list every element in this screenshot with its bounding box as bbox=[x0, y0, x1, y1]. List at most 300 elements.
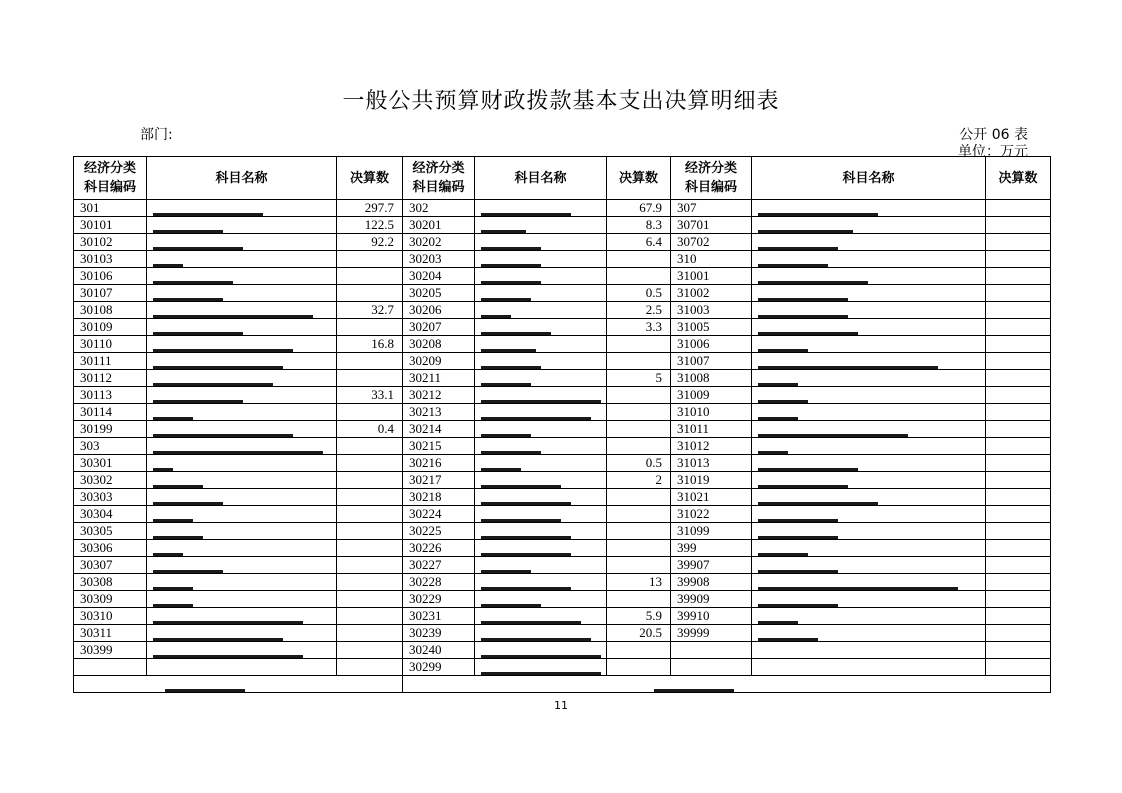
account-code: 30399 bbox=[74, 642, 147, 659]
account-name bbox=[147, 217, 337, 234]
account-name bbox=[752, 387, 986, 404]
amount-cell bbox=[607, 506, 671, 523]
account-name bbox=[147, 472, 337, 489]
account-name bbox=[475, 319, 607, 336]
account-name bbox=[752, 540, 986, 557]
unit-label: 单位：万元 bbox=[958, 144, 1028, 160]
personnel-total-label bbox=[74, 676, 403, 693]
account-name bbox=[147, 625, 337, 642]
amount-cell bbox=[986, 557, 1051, 574]
amount-cell: 5.9 bbox=[607, 608, 671, 625]
account-name bbox=[147, 608, 337, 625]
redacted-text bbox=[758, 315, 848, 318]
account-name bbox=[147, 251, 337, 268]
account-name bbox=[752, 370, 986, 387]
amount-cell bbox=[607, 659, 671, 676]
account-name bbox=[475, 370, 607, 387]
account-name bbox=[475, 251, 607, 268]
account-code: 31012 bbox=[671, 438, 752, 455]
amount-cell: 2 bbox=[607, 472, 671, 489]
account-code: 39907 bbox=[671, 557, 752, 574]
account-name bbox=[147, 336, 337, 353]
account-code: 31005 bbox=[671, 319, 752, 336]
redacted-text bbox=[153, 451, 323, 454]
amount-cell bbox=[986, 387, 1051, 404]
amount-cell bbox=[986, 336, 1051, 353]
table-row bbox=[74, 336, 1051, 353]
table-row bbox=[74, 421, 1051, 438]
amount-cell bbox=[337, 557, 403, 574]
account-name bbox=[147, 506, 337, 523]
redacted-text bbox=[153, 417, 193, 420]
account-name bbox=[147, 557, 337, 574]
redacted-text bbox=[153, 485, 203, 488]
amount-cell bbox=[337, 574, 403, 591]
account-name bbox=[475, 234, 607, 251]
table-row bbox=[74, 200, 1051, 217]
account-code: 31003 bbox=[671, 302, 752, 319]
amount-cell bbox=[986, 523, 1051, 540]
amount-cell bbox=[337, 642, 403, 659]
redacted-text bbox=[153, 366, 283, 369]
header-name-1: 科目名称 bbox=[147, 157, 337, 200]
account-code: 30226 bbox=[403, 540, 475, 557]
account-name bbox=[752, 506, 986, 523]
account-name bbox=[147, 285, 337, 302]
redacted-text bbox=[153, 332, 243, 335]
public-total-label bbox=[403, 676, 1051, 693]
account-code: 30202 bbox=[403, 234, 475, 251]
account-code: 30311 bbox=[74, 625, 147, 642]
account-code: 30102 bbox=[74, 234, 147, 251]
redacted-text bbox=[758, 587, 958, 590]
amount-cell bbox=[337, 285, 403, 302]
account-code: 30216 bbox=[403, 455, 475, 472]
account-name bbox=[475, 387, 607, 404]
table-row bbox=[74, 642, 1051, 659]
redacted-text bbox=[758, 400, 808, 403]
account-code bbox=[671, 642, 752, 659]
redacted-text bbox=[481, 417, 591, 420]
redacted-text bbox=[481, 519, 561, 522]
account-name bbox=[147, 319, 337, 336]
account-code: 31010 bbox=[671, 404, 752, 421]
account-code: 30310 bbox=[74, 608, 147, 625]
redacted-text bbox=[481, 655, 601, 658]
account-code: 31011 bbox=[671, 421, 752, 438]
account-name bbox=[475, 217, 607, 234]
account-code: 30308 bbox=[74, 574, 147, 591]
account-name bbox=[475, 353, 607, 370]
account-name bbox=[147, 455, 337, 472]
table-row bbox=[74, 489, 1051, 506]
account-name bbox=[475, 523, 607, 540]
amount-cell bbox=[337, 523, 403, 540]
redacted-text bbox=[153, 400, 243, 403]
redacted-text bbox=[758, 553, 808, 556]
account-name bbox=[475, 336, 607, 353]
account-name bbox=[475, 489, 607, 506]
redacted-text bbox=[153, 298, 223, 301]
redacted-text bbox=[153, 536, 203, 539]
redacted-text bbox=[153, 553, 183, 556]
amount-cell bbox=[607, 591, 671, 608]
account-name bbox=[475, 506, 607, 523]
redacted-text bbox=[758, 383, 798, 386]
account-name bbox=[752, 472, 986, 489]
redacted-text bbox=[758, 485, 848, 488]
amount-cell bbox=[337, 370, 403, 387]
redacted-text bbox=[481, 264, 541, 267]
redacted-text bbox=[153, 383, 273, 386]
account-name bbox=[475, 540, 607, 557]
account-code: 30307 bbox=[74, 557, 147, 574]
redacted-text bbox=[481, 281, 541, 284]
account-code: 30211 bbox=[403, 370, 475, 387]
account-code: 30212 bbox=[403, 387, 475, 404]
table-row bbox=[74, 455, 1051, 472]
account-code: 31099 bbox=[671, 523, 752, 540]
account-name bbox=[752, 251, 986, 268]
header-amount-3: 决算数 bbox=[986, 157, 1051, 200]
amount-cell: 0.5 bbox=[607, 455, 671, 472]
account-code: 30701 bbox=[671, 217, 752, 234]
redacted-text bbox=[758, 604, 838, 607]
redacted-text bbox=[153, 604, 193, 607]
account-name bbox=[475, 591, 607, 608]
account-name bbox=[147, 540, 337, 557]
redacted-text bbox=[758, 247, 838, 250]
table-header-row bbox=[74, 157, 1051, 200]
account-name bbox=[752, 574, 986, 591]
redacted-text bbox=[758, 213, 878, 216]
account-name bbox=[147, 574, 337, 591]
account-name bbox=[147, 200, 337, 217]
amount-cell bbox=[607, 336, 671, 353]
account-name bbox=[475, 421, 607, 438]
account-code: 30213 bbox=[403, 404, 475, 421]
table-row bbox=[74, 404, 1051, 421]
redacted-text bbox=[758, 536, 838, 539]
redacted-text bbox=[165, 689, 245, 692]
header-code-2: 经济分类 科目编码 bbox=[403, 157, 475, 200]
redacted-text bbox=[481, 366, 541, 369]
amount-cell bbox=[607, 387, 671, 404]
amount-cell bbox=[337, 608, 403, 625]
redacted-text bbox=[758, 451, 788, 454]
account-name bbox=[475, 285, 607, 302]
redacted-text bbox=[758, 468, 858, 471]
redacted-text bbox=[481, 400, 601, 403]
account-name bbox=[752, 234, 986, 251]
amount-cell bbox=[986, 217, 1051, 234]
redacted-text bbox=[153, 570, 223, 573]
account-code: 30203 bbox=[403, 251, 475, 268]
amount-cell: 20.5 bbox=[607, 625, 671, 642]
account-name bbox=[475, 472, 607, 489]
account-code: 30207 bbox=[403, 319, 475, 336]
redacted-text bbox=[758, 417, 798, 420]
table-row bbox=[74, 217, 1051, 234]
account-name bbox=[147, 268, 337, 285]
table-row bbox=[74, 523, 1051, 540]
amount-cell: 0.5 bbox=[607, 285, 671, 302]
account-code: 30110 bbox=[74, 336, 147, 353]
expenditure-table bbox=[73, 156, 1051, 693]
amount-cell bbox=[337, 659, 403, 676]
account-name bbox=[752, 336, 986, 353]
redacted-text bbox=[153, 519, 193, 522]
redacted-text bbox=[481, 213, 571, 216]
header-amount-1: 决算数 bbox=[337, 157, 403, 200]
account-code: 31001 bbox=[671, 268, 752, 285]
redacted-text bbox=[758, 298, 848, 301]
account-code: 301 bbox=[74, 200, 147, 217]
account-code: 30239 bbox=[403, 625, 475, 642]
amount-cell bbox=[986, 642, 1051, 659]
account-name bbox=[475, 557, 607, 574]
amount-cell bbox=[337, 404, 403, 421]
redacted-text bbox=[153, 315, 313, 318]
redacted-text bbox=[481, 315, 511, 318]
amount-cell: 8.3 bbox=[607, 217, 671, 234]
account-code: 30106 bbox=[74, 268, 147, 285]
amount-cell bbox=[607, 489, 671, 506]
redacted-text bbox=[153, 587, 193, 590]
amount-cell bbox=[986, 506, 1051, 523]
amount-cell bbox=[986, 285, 1051, 302]
account-name bbox=[475, 455, 607, 472]
account-name bbox=[752, 523, 986, 540]
account-code: 30107 bbox=[74, 285, 147, 302]
redacted-text bbox=[481, 383, 531, 386]
account-code: 303 bbox=[74, 438, 147, 455]
account-code: 30231 bbox=[403, 608, 475, 625]
header-amount-2: 决算数 bbox=[607, 157, 671, 200]
redacted-text bbox=[481, 468, 521, 471]
account-code: 30227 bbox=[403, 557, 475, 574]
account-code: 30240 bbox=[403, 642, 475, 659]
account-code: 31002 bbox=[671, 285, 752, 302]
amount-cell bbox=[607, 404, 671, 421]
page-number: 11 bbox=[554, 699, 568, 712]
amount-cell: 0.4 bbox=[337, 421, 403, 438]
amount-cell bbox=[986, 540, 1051, 557]
account-code: 30111 bbox=[74, 353, 147, 370]
redacted-text bbox=[153, 638, 283, 641]
redacted-text bbox=[758, 281, 868, 284]
account-name bbox=[147, 234, 337, 251]
amount-cell: 13 bbox=[607, 574, 671, 591]
redacted-text bbox=[153, 264, 183, 267]
department-label: 部门: bbox=[140, 127, 173, 143]
amount-cell bbox=[337, 506, 403, 523]
table-row bbox=[74, 608, 1051, 625]
account-code: 30103 bbox=[74, 251, 147, 268]
table-row bbox=[74, 353, 1051, 370]
redacted-text bbox=[481, 553, 571, 556]
total-row bbox=[74, 676, 1051, 693]
amount-cell bbox=[337, 251, 403, 268]
amount-cell bbox=[986, 489, 1051, 506]
redacted-text bbox=[481, 349, 536, 352]
redacted-text bbox=[481, 298, 531, 301]
redacted-text bbox=[758, 621, 798, 624]
account-name bbox=[147, 591, 337, 608]
table-row bbox=[74, 438, 1051, 455]
amount-cell bbox=[607, 523, 671, 540]
header-code-1: 经济分类 科目编码 bbox=[74, 157, 147, 200]
account-code: 30228 bbox=[403, 574, 475, 591]
amount-cell bbox=[986, 574, 1051, 591]
redacted-text bbox=[758, 366, 938, 369]
account-code: 30204 bbox=[403, 268, 475, 285]
account-code: 31008 bbox=[671, 370, 752, 387]
account-code: 30305 bbox=[74, 523, 147, 540]
redacted-text bbox=[153, 502, 223, 505]
table-row bbox=[74, 472, 1051, 489]
amount-cell bbox=[986, 625, 1051, 642]
account-code: 31019 bbox=[671, 472, 752, 489]
account-code: 30209 bbox=[403, 353, 475, 370]
amount-cell bbox=[337, 353, 403, 370]
account-name bbox=[147, 404, 337, 421]
account-code: 30702 bbox=[671, 234, 752, 251]
account-name bbox=[752, 217, 986, 234]
account-name bbox=[752, 200, 986, 217]
account-code: 30306 bbox=[74, 540, 147, 557]
table-row bbox=[74, 574, 1051, 591]
account-code: 39909 bbox=[671, 591, 752, 608]
redacted-text bbox=[758, 332, 858, 335]
account-name bbox=[752, 625, 986, 642]
account-code: 31009 bbox=[671, 387, 752, 404]
account-code: 30201 bbox=[403, 217, 475, 234]
account-code: 30208 bbox=[403, 336, 475, 353]
redacted-text bbox=[481, 672, 601, 675]
amount-cell bbox=[986, 472, 1051, 489]
redacted-text bbox=[758, 349, 808, 352]
account-code: 30218 bbox=[403, 489, 475, 506]
redacted-text bbox=[481, 621, 581, 624]
account-name bbox=[752, 591, 986, 608]
redacted-text bbox=[153, 655, 303, 658]
account-name bbox=[752, 319, 986, 336]
table-row bbox=[74, 659, 1051, 676]
account-name bbox=[475, 574, 607, 591]
account-code bbox=[671, 659, 752, 676]
table-row bbox=[74, 557, 1051, 574]
account-code: 31007 bbox=[671, 353, 752, 370]
account-code bbox=[74, 659, 147, 676]
amount-cell: 122.5 bbox=[337, 217, 403, 234]
amount-cell bbox=[986, 421, 1051, 438]
account-name bbox=[752, 455, 986, 472]
amount-cell bbox=[986, 319, 1051, 336]
amount-cell: 33.1 bbox=[337, 387, 403, 404]
amount-cell: 6.4 bbox=[607, 234, 671, 251]
account-code: 30225 bbox=[403, 523, 475, 540]
redacted-text bbox=[153, 213, 263, 216]
amount-cell: 32.7 bbox=[337, 302, 403, 319]
header-code-3: 经济分类 科目编码 bbox=[671, 157, 752, 200]
account-code: 30215 bbox=[403, 438, 475, 455]
amount-cell bbox=[986, 608, 1051, 625]
account-name bbox=[147, 523, 337, 540]
form-number: 公开 06 表 bbox=[959, 127, 1028, 143]
amount-cell: 67.9 bbox=[607, 200, 671, 217]
amount-cell bbox=[986, 234, 1051, 251]
account-name bbox=[147, 353, 337, 370]
account-name bbox=[752, 302, 986, 319]
account-code: 30206 bbox=[403, 302, 475, 319]
amount-cell bbox=[986, 353, 1051, 370]
account-code: 302 bbox=[403, 200, 475, 217]
amount-cell bbox=[607, 438, 671, 455]
redacted-text bbox=[481, 536, 571, 539]
redacted-text bbox=[758, 570, 838, 573]
account-code: 31021 bbox=[671, 489, 752, 506]
redacted-text bbox=[481, 570, 531, 573]
account-code: 30299 bbox=[403, 659, 475, 676]
redacted-text bbox=[758, 502, 878, 505]
redacted-text bbox=[481, 604, 541, 607]
account-name bbox=[752, 438, 986, 455]
table-row bbox=[74, 285, 1051, 302]
account-code: 31006 bbox=[671, 336, 752, 353]
table-row bbox=[74, 302, 1051, 319]
amount-cell bbox=[607, 353, 671, 370]
account-code: 30224 bbox=[403, 506, 475, 523]
redacted-text bbox=[481, 587, 571, 590]
amount-cell bbox=[607, 557, 671, 574]
account-name bbox=[147, 370, 337, 387]
account-name bbox=[475, 659, 607, 676]
account-code: 30108 bbox=[74, 302, 147, 319]
amount-cell bbox=[986, 404, 1051, 421]
account-name bbox=[147, 642, 337, 659]
account-name bbox=[752, 353, 986, 370]
account-code: 30114 bbox=[74, 404, 147, 421]
amount-cell bbox=[607, 251, 671, 268]
account-name bbox=[475, 608, 607, 625]
table-row bbox=[74, 540, 1051, 557]
redacted-text bbox=[481, 434, 531, 437]
account-name bbox=[752, 557, 986, 574]
amount-cell bbox=[337, 472, 403, 489]
redacted-text bbox=[481, 502, 571, 505]
redacted-text bbox=[153, 621, 303, 624]
redacted-text bbox=[758, 434, 908, 437]
account-name bbox=[147, 421, 337, 438]
amount-cell: 2.5 bbox=[607, 302, 671, 319]
account-name bbox=[752, 489, 986, 506]
redacted-text bbox=[758, 230, 853, 233]
account-name bbox=[147, 659, 337, 676]
redacted-text bbox=[153, 247, 243, 250]
page-title: 一般公共预算财政拨款基本支出决算明细表 bbox=[342, 89, 780, 114]
amount-cell bbox=[607, 540, 671, 557]
account-name bbox=[752, 404, 986, 421]
account-code: 30229 bbox=[403, 591, 475, 608]
account-code: 310 bbox=[671, 251, 752, 268]
table-row bbox=[74, 625, 1051, 642]
table-row bbox=[74, 506, 1051, 523]
account-code: 30109 bbox=[74, 319, 147, 336]
account-name bbox=[475, 438, 607, 455]
account-name bbox=[147, 302, 337, 319]
account-name bbox=[475, 200, 607, 217]
